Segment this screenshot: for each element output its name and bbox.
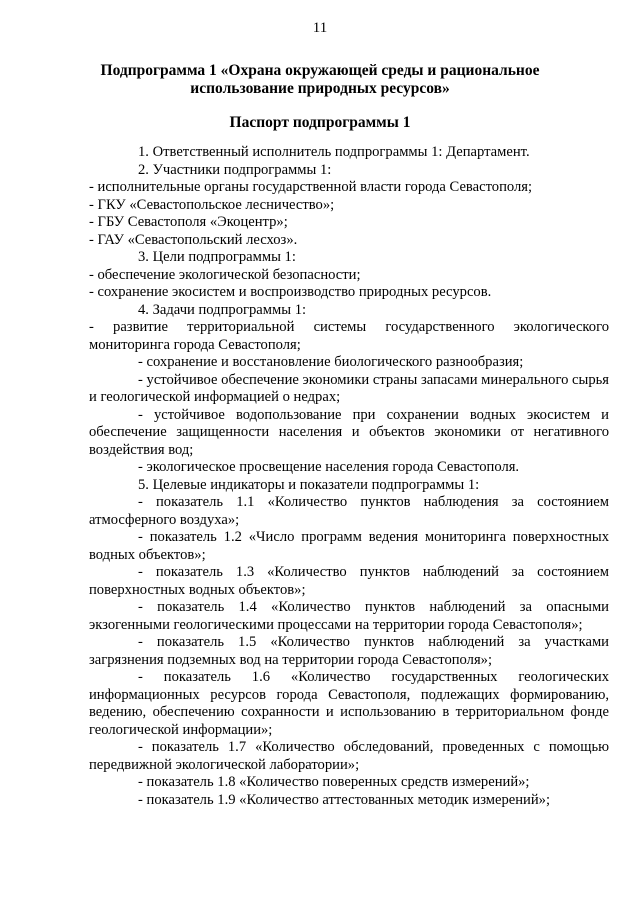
list-item-indicator: - показатель 1.5 «Количество пунктов наблюдений за участками загрязнения подземных вод на территории города Севастополя»;: [89, 634, 609, 668]
list-item-indicator: - показатель 1.2 «Число программ ведения мониторинга поверхностных водных объектов»;: [89, 529, 609, 563]
list-item-task: - экологическое просвещение населения города Севастополя.: [138, 459, 520, 475]
list-item-participant: - исполнительные органы государственной власти города Севастополя;: [89, 179, 533, 195]
list-item-participant: - ГБУ Севастополя «Экоцентр»;: [89, 214, 288, 230]
paragraph-tasks-heading: 4. Задачи подпрограммы 1:: [138, 301, 307, 318]
passport-body: [89, 144, 609, 809]
list-item-task: - устойчивое обеспечение экономики страны запасами минерального сырья и геологической информацией о недрах;: [89, 371, 609, 405]
list-item-task: - сохранение и восстановление биологического разнообразия;: [138, 354, 524, 370]
paragraph-indicators-heading: 5. Целевые индикаторы и показатели подпрограммы 1:: [138, 476, 480, 493]
paragraph-participants-heading: 2. Участники подпрограммы 1:: [138, 161, 332, 178]
list-item-participant: - ГАУ «Севастопольский лесхоз».: [89, 231, 298, 248]
list-item-indicator: - показатель 1.3 «Количество пунктов наблюдений за состоянием поверхностных водных объектов»;: [89, 564, 609, 598]
list-item-indicator: - показатель 1.8 «Количество поверенных средств измерений»;: [138, 774, 530, 790]
list-item-task: - развитие территориальной системы государственного экологического мониторинга города Севастополя;: [89, 319, 609, 353]
list-item-indicator: - показатель 1.9 «Количество аттестованных методик измерений»;: [138, 791, 551, 808]
list-item-indicator: - показатель 1.1 «Количество пунктов наблюдения за состоянием атмосферного воздуха»;: [89, 494, 609, 528]
list-item-participant: - ГКУ «Севастопольское лесничество»;: [89, 196, 335, 213]
subprogram-title: Подпрограмма 1 «Охрана окружающей среды и рациональное использование природных ресурсов»: [100, 62, 540, 97]
passport-heading: Паспорт подпрограммы 1: [229, 114, 411, 131]
paragraph-responsible-executor: 1. Ответственный исполнитель подпрограммы 1: Департамент.: [138, 144, 530, 160]
list-item-goal: - обеспечение экологической безопасности;: [89, 266, 361, 283]
list-item-indicator: - показатель 1.7 «Количество обследований, проведенных с помощью передвижной экологической лаборатории»;: [89, 739, 609, 773]
paragraph-goals-heading: 3. Цели подпрограммы 1:: [138, 249, 296, 265]
list-item-goal: - сохранение экосистем и воспроизводство природных ресурсов.: [89, 284, 492, 300]
list-item-task: - устойчивое водопользование при сохранении водных экосистем и обеспечение защищенности населения и объектов экономики от негативного воздействия вод;: [89, 406, 609, 458]
list-item-indicator: - показатель 1.4 «Количество пунктов наблюдений за опасными экзогенными геологическими процессами на территории города Севастополя»;: [89, 599, 609, 633]
list-item-indicator: - показатель 1.6 «Количество государственных геологических информационных ресурсов города Севастополя, подлежащих формированию, ведению, обеспечению сохранности и использованию в территориальном фонде геологической информации»;: [89, 669, 609, 738]
page-number: 11: [312, 20, 328, 36]
